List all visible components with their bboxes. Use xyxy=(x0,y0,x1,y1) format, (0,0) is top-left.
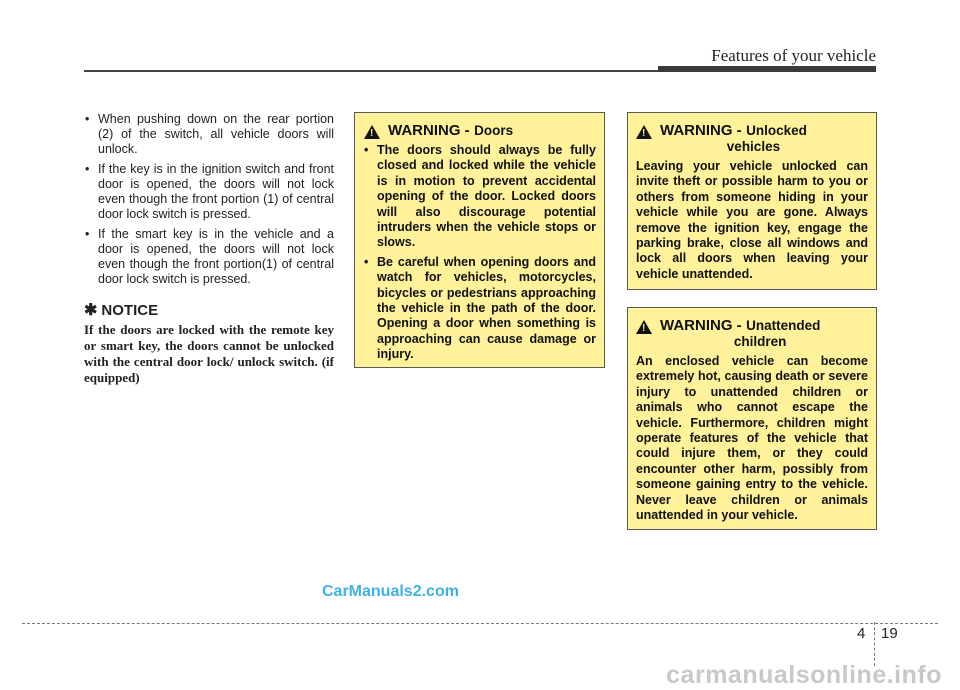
warning-box-unattended-children xyxy=(627,307,877,530)
list-item: • The doors should always be fully closed and locked while the vehicle is in motion to prevent accidental opening of the door. Locked doors will also discourage potential intruders when the vehicle stops or slows. xyxy=(364,143,596,251)
warning-topic: Unattended xyxy=(746,318,821,333)
header-rule xyxy=(84,70,658,72)
notice-body: If the doors are locked with the remote key or smart key, the doors cannot be unlocked with the central door lock/ unlock switch. (if equipped) xyxy=(84,322,334,385)
warning-box-doors xyxy=(354,112,605,368)
notice-title: NOTICE xyxy=(101,302,159,319)
warning-text: An enclosed vehicle can become extremely hot, causing death or severe injury to unattended children or animals who cannot escape the vehicle. Furthermore, children might operate features of the vehicle that could injure them, or they could encounter other harm, possibly from someone gaining entry to the vehicle. Never leave children or animals unattended in your vehicle. xyxy=(636,354,868,523)
warning-triangle-icon xyxy=(636,320,652,334)
chapter-number: 4 xyxy=(857,625,866,642)
site-watermark[interactable]: carmanualsonline.info xyxy=(666,661,942,689)
warning-text: Leaving your vehicle unlocked can invite theft or possible harm to you or others from someone hiding in your vehicle while you are gone. Always remove the ignition key, engage the parking brake, close all windows and lock all doors when leaving your vehicle unattended. xyxy=(636,159,868,281)
notice-heading xyxy=(84,303,334,318)
warning-topic-line2: children xyxy=(733,334,787,349)
warning-heading xyxy=(364,123,596,139)
warning-triangle-icon xyxy=(636,125,652,139)
list-item: • When pushing down on the rear portion (2) of the switch, all vehicle doors will unlock. xyxy=(84,112,334,157)
warning-label: WARNING - xyxy=(660,317,742,334)
section-title: Features of your vehicle xyxy=(711,46,876,65)
warning-box-unlocked-vehicles xyxy=(627,112,877,290)
warning-label: WARNING - xyxy=(660,122,742,139)
watermark-link[interactable]: CarManuals2.com xyxy=(322,583,459,600)
warning-triangle-icon xyxy=(364,125,380,139)
list-item: • Be careful when opening doors and watch for vehicles, motorcycles, bicycles or pedestrians approaching the vehicle in the path of the door. Opening a door when something is approaching can cause damage or injury. xyxy=(364,255,596,363)
warning-topic-line2: vehicles xyxy=(726,139,781,154)
notice-star-icon: ✱ xyxy=(84,302,98,319)
left-column xyxy=(84,112,334,386)
footer-rule xyxy=(22,623,938,624)
header-rule-accent xyxy=(658,66,876,72)
door-lock-bullet-list xyxy=(84,112,334,287)
warning-bullet-list xyxy=(364,143,596,363)
list-item: • If the key is in the ignition switch and front door is opened, the doors will not lock even though the front portion (1) of central door lock switch is pressed. xyxy=(84,162,334,222)
warning-label: WARNING - xyxy=(388,122,470,139)
warning-topic: Doors xyxy=(474,123,514,138)
footer-divider xyxy=(874,622,875,666)
list-item: • If the smart key is in the vehicle and a door is opened, the doors will not lock even though the front portion(1) of central door lock switch is pressed. xyxy=(84,227,334,287)
warning-heading xyxy=(636,318,868,350)
warning-topic: Unlocked xyxy=(746,123,807,138)
page-number: 19 xyxy=(881,625,898,642)
warning-heading xyxy=(636,123,868,155)
